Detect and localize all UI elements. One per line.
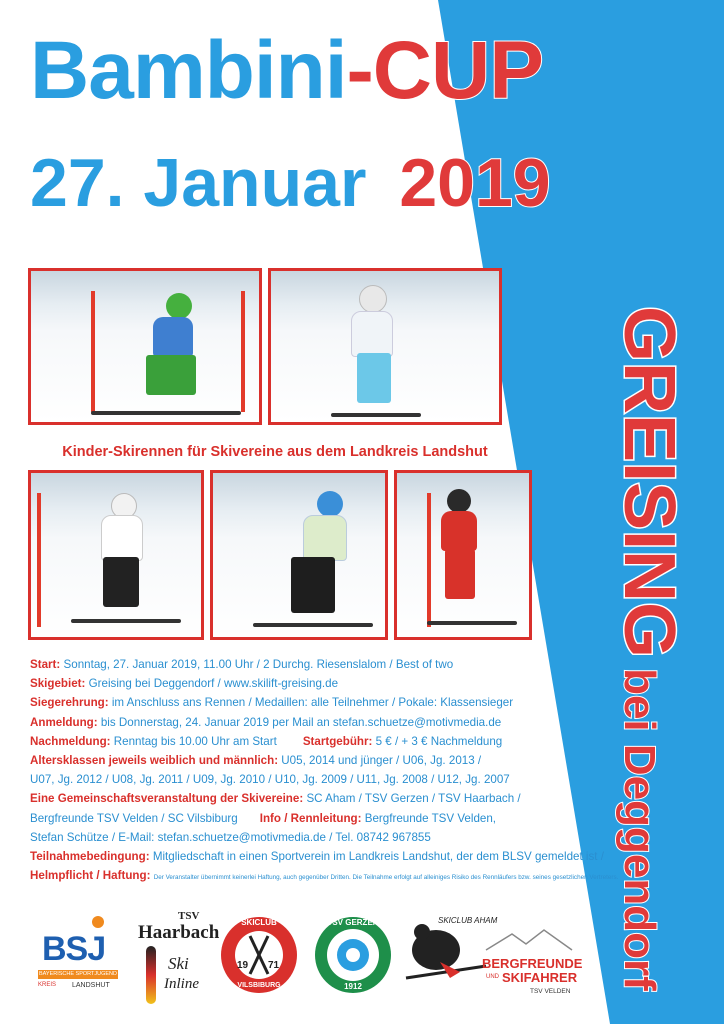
bergfreunde-logo xyxy=(482,928,584,1006)
vils-year-1: 19 xyxy=(237,960,249,971)
event-date xyxy=(30,145,551,221)
caption: Kinder-Skirennen für Skivereine aus dem Landkreis Landshut xyxy=(62,444,488,460)
info-nachmeldung xyxy=(30,732,590,751)
info-value: Bergfreunde TSV Velden, xyxy=(364,811,497,825)
title-cup: -CUP xyxy=(346,25,543,116)
skigebiet-value: Greising bei Deggendorf / www.skilift-greising.de xyxy=(88,677,339,691)
startgebuehr-label: Startgebühr: xyxy=(302,734,373,748)
flag-stripe xyxy=(146,946,156,1004)
info-altersklassen xyxy=(30,751,590,770)
slalom-pole xyxy=(91,291,95,412)
helmet xyxy=(166,293,192,319)
slalom-pole xyxy=(241,291,245,412)
bsj-landshut: LANDSHUT xyxy=(72,982,110,989)
gerzen-logo xyxy=(314,912,392,998)
anmeldung-label: Anmeldung: xyxy=(30,715,98,729)
skier-legs xyxy=(357,353,391,403)
gerzen-top: TSV GERZEN xyxy=(327,918,379,927)
location-place: GREISING xyxy=(609,306,689,659)
info-siegerehrung xyxy=(30,693,590,712)
haarbach-inline: Inline xyxy=(164,976,199,992)
mountain-icon xyxy=(482,928,584,952)
nachmeldung-label: Nachmeldung: xyxy=(30,734,111,748)
event-title xyxy=(30,25,543,116)
info-start xyxy=(30,655,590,674)
photo-skier-bluehelmet xyxy=(210,470,388,640)
skier-body xyxy=(153,317,193,357)
alter-value-1: U05, 2014 und jünger / U06, Jg. 2013 / xyxy=(281,754,482,768)
info-label: Info / Rennleitung: xyxy=(259,811,362,825)
nachmeldung-value: Renntag bis 10.00 Uhr am Start xyxy=(113,734,277,748)
berg-und: UND xyxy=(486,974,499,980)
photo-skier-lightblue xyxy=(268,268,502,425)
vilsbiburg-logo xyxy=(220,912,298,998)
slalom-pole xyxy=(427,493,431,627)
helm-label: Helmpflicht / Haftung: xyxy=(30,869,151,883)
start-label: Start: xyxy=(30,658,61,671)
gemein-value-2: Bergfreunde TSV Velden / SC Vilsbiburg xyxy=(30,811,238,825)
start-value: Sonntag, 27. Januar 2019, 11.00 Uhr / 2 Durchg. Riesenslalom / Best of two xyxy=(63,658,454,671)
info-gemeinschaft xyxy=(30,789,590,808)
bsj-text: BSJ xyxy=(42,930,106,968)
skier-legs xyxy=(291,557,335,613)
skier-legs xyxy=(445,549,475,599)
skier-legs xyxy=(103,557,139,607)
startgebuehr-value: 5 € / + 3 € Nachmeldung xyxy=(375,734,503,748)
helmet xyxy=(359,285,387,313)
helmet xyxy=(317,491,343,517)
skier-body xyxy=(303,515,347,561)
haarbach-logo xyxy=(132,910,220,1006)
teilnahme-label: Teilnahmebedingung: xyxy=(30,850,150,864)
haarbach-ski: Ski xyxy=(168,954,189,973)
ski xyxy=(331,413,421,417)
haarbach-tsv: TSV xyxy=(178,910,200,922)
location-suffix: bei Deggendorf xyxy=(615,668,664,991)
skier-legs xyxy=(146,355,196,395)
club-logos xyxy=(30,908,590,1008)
siegerehrung-value: im Anschluss ans Rennen / Medaillen: alle Teilnehmer / Pokale: Klassensieger xyxy=(111,696,514,710)
info-anmeldung xyxy=(30,713,590,732)
ski xyxy=(253,623,373,627)
skier-body xyxy=(441,511,477,551)
contact-value: Stefan Schütze / E-Mail: stefan.schuetze@motivmedia.de / Tel. 08742 967855 xyxy=(30,830,431,844)
alter-label: Altersklassen jeweils weiblich und männlich: xyxy=(30,754,279,768)
haarbach-name: Haarbach xyxy=(138,922,220,943)
vils-top: SKICLUB xyxy=(241,918,277,927)
info-gemeinschaft-2 xyxy=(30,809,590,828)
berg-name-1: BERGFREUNDE xyxy=(482,956,583,971)
gerzen-year: 1912 xyxy=(344,982,362,991)
ski xyxy=(71,619,181,623)
photo-skier-red xyxy=(394,470,532,640)
helmet xyxy=(447,489,471,513)
skier-body xyxy=(101,515,143,561)
bsj-kreis: KREIS xyxy=(38,982,57,988)
alter-value-2: U07, Jg. 2012 / U08, Jg. 2011 / U09, Jg. 2010 / U10, Jg. 2009 / U11, Jg. 2008 / U12, Jg. 2007 xyxy=(30,773,510,787)
gemein-value-1: SC Aham / TSV Gerzen / TSV Haarbach / xyxy=(306,792,521,806)
bsj-logo xyxy=(38,916,122,1002)
photo-skier-green xyxy=(28,268,262,425)
helm-small-print: Der Veranstalter übernimmt keinerlei Haftung, auch gegenüber Dritten. Die Teilnahme erfolgt auf alleiniges Risiko des Rennläufers bzw. seines gesetzlichen Vertreters. xyxy=(153,874,619,882)
vils-year-2: 71 xyxy=(268,960,280,971)
info-contact xyxy=(30,828,590,847)
skier-body xyxy=(351,311,393,357)
vils-bottom: VILSBIBURG xyxy=(237,982,281,989)
bsj-sub: BAYERISCHE SPORTJUGEND xyxy=(38,971,118,977)
skigebiet-label: Skigebiet: xyxy=(30,677,86,691)
info-altersklassen-2 xyxy=(30,770,590,789)
siegerehrung-label: Siegerehrung: xyxy=(30,696,109,710)
teilnahme-value: Mitgliedschaft in einen Sportverein im Landkreis Landshut, der dem BLSV gemeldet ist / xyxy=(152,850,604,864)
anmeldung-value: bis Donnerstag, 24. Januar 2019 per Mail an stefan.schuetze@motivmedia.de xyxy=(100,715,502,729)
berg-name-2: SKIFAHRER xyxy=(502,970,578,985)
bsj-dot xyxy=(92,916,104,928)
slalom-pole xyxy=(37,493,41,627)
photo-skier-black xyxy=(28,470,204,640)
berg-name-3: TSV VELDEN xyxy=(530,988,571,995)
info-teilnahme xyxy=(30,847,604,866)
gemein-label: Eine Gemeinschaftsveranstaltung der Skivereine: xyxy=(30,792,304,806)
info-helm xyxy=(30,866,619,887)
date-day-month: 27. Januar xyxy=(30,145,367,221)
location-vertical xyxy=(608,306,690,991)
ski xyxy=(91,411,241,415)
date-year: 2019 xyxy=(399,145,551,221)
aham-text: SKICLUB AHAM xyxy=(438,916,498,925)
info-skigebiet xyxy=(30,674,590,693)
title-bambini: Bambini xyxy=(30,25,347,116)
event-info xyxy=(30,655,619,887)
ski xyxy=(427,621,517,625)
